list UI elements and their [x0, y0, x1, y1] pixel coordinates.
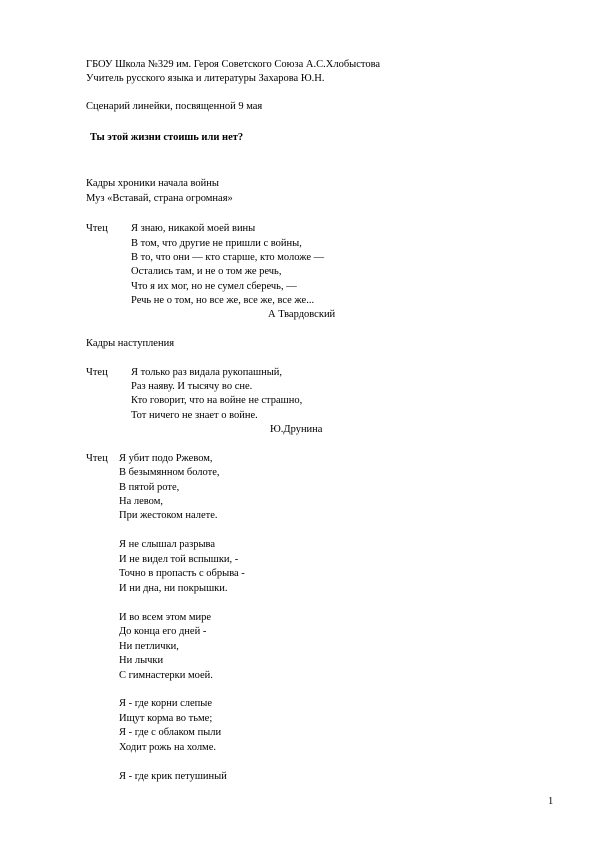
- poem-author: А Твардовский: [268, 309, 336, 320]
- speaker-label: Чтец: [86, 367, 108, 378]
- poem-line: Раз наяву. И тысячу во сне.: [131, 381, 253, 392]
- intro-line-1: Кадры хроники начала войны: [86, 178, 219, 189]
- poem-line: В то, что они — кто старше, кто моложе —: [131, 252, 325, 263]
- poem-line: Я - где крик петушиный: [119, 771, 227, 782]
- poem-line: Что я их мог, но не сумел сберечь, —: [131, 281, 297, 292]
- poem-line: Я не слышал разрыва: [119, 539, 216, 550]
- speaker-label: Чтец: [86, 223, 108, 234]
- poem-line: Остались там, и не о том же речь,: [131, 266, 282, 277]
- poem-line: И ни дна, ни покрышки.: [119, 583, 228, 594]
- poem-line: До конца его дней -: [119, 626, 207, 637]
- teacher-name: Учитель русского языка и литературы Захарова Ю.Н.: [86, 73, 325, 84]
- poem-line: На левом,: [119, 496, 163, 507]
- poem-line: В пятой роте,: [119, 482, 180, 493]
- poem-line: Ни петлички,: [119, 641, 179, 652]
- poem-line: С гимнастерки моей.: [119, 670, 213, 681]
- poem-line: Я только раз видала рукопашный,: [131, 367, 283, 378]
- section-caption: Кадры наступления: [86, 338, 175, 349]
- page-title: Ты этой жизни стоишь или нет?: [90, 132, 244, 143]
- poem-author: Ю.Друнина: [270, 424, 323, 435]
- poem-line: Я убит подо Ржевом,: [119, 453, 213, 464]
- poem-line: Тот ничего не знает о войне.: [131, 410, 258, 421]
- poem-line: В том, что другие не пришли с войны,: [131, 238, 302, 249]
- school-name: ГБОУ Школа №329 им. Героя Советского Союза А.С.Хлобыстова: [86, 59, 381, 70]
- speaker-label: Чтец: [86, 453, 108, 464]
- poem-line: Ищут корма во тьме;: [119, 713, 213, 724]
- poem-line: Я знаю, никакой моей вины: [131, 223, 256, 234]
- poem-line: Ни лычки: [119, 655, 164, 666]
- poem-line: Точно в пропасть с обрыва -: [119, 568, 245, 579]
- intro-line-2: Муз «Вставай, страна огромная»: [86, 193, 233, 204]
- poem-line: Кто говорит, что на войне не страшно,: [131, 395, 303, 406]
- poem-line: Ходит рожь на холме.: [119, 742, 216, 753]
- poem-line: Я - где с облаком пыли: [119, 727, 222, 738]
- page-number: 1: [548, 796, 554, 807]
- poem-line: В безымянном болоте,: [119, 467, 220, 478]
- poem-line: При жестоком налете.: [119, 510, 218, 521]
- poem-line: Я - где корни слепые: [119, 698, 212, 709]
- poem-line: Речь не о том, но все же, все же, все же...: [131, 295, 315, 306]
- poem-line: И во всем этом мире: [119, 612, 212, 623]
- poem-line: И не видел той вспышки, -: [119, 554, 239, 565]
- scenario-caption: Сценарий линейки, посвященной 9 мая: [86, 101, 263, 112]
